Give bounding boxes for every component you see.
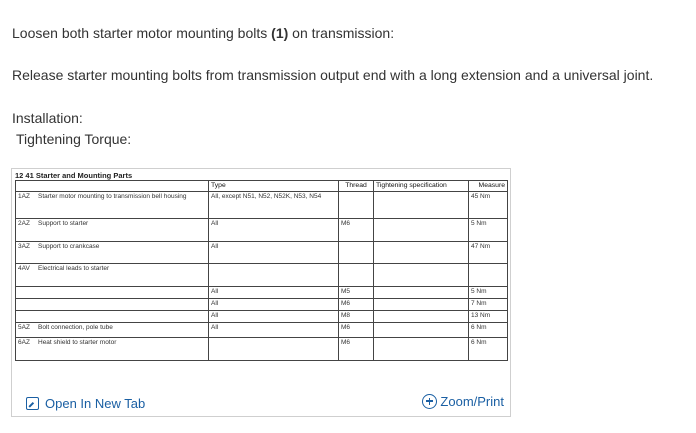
table-row [16, 338, 508, 361]
row-type [209, 338, 339, 361]
reference-number: (1) [271, 25, 289, 41]
zoom-print-link[interactable]: Zoom/Print [422, 394, 504, 409]
row-spec [374, 192, 469, 219]
row-measure [469, 264, 508, 287]
open-new-tab-link[interactable]: Open In New Tab [26, 396, 145, 411]
row-thread [339, 264, 374, 287]
row-type: All [209, 311, 339, 323]
row-measure: 5 Nm [469, 219, 508, 242]
header-spec: Tightening specification [374, 181, 469, 192]
table-row [16, 242, 508, 264]
row-measure: 45 Nm [469, 192, 508, 219]
row-thread: M5 [339, 287, 374, 299]
row-thread [339, 192, 374, 219]
header-type: Type [209, 181, 339, 192]
table-row [16, 287, 508, 299]
row-measure: 7 Nm [469, 299, 508, 311]
row-measure: 5 Nm [469, 287, 508, 299]
row-thread: M8 [339, 311, 374, 323]
row-description [16, 287, 209, 299]
torque-table-figure [11, 168, 511, 417]
external-link-icon [26, 397, 39, 410]
row-description [16, 299, 209, 311]
row-description: 2AZ Support to starter [16, 219, 209, 242]
row-type: All, except N51, N52, N52K, N53, N54 [209, 192, 339, 219]
row-spec [374, 242, 469, 264]
plus-circle-icon [422, 394, 437, 409]
row-type: All [209, 287, 339, 299]
row-description: 5AZ Bolt connection, pole tube [16, 323, 209, 338]
row-type: All [209, 323, 339, 338]
table-row [16, 299, 508, 311]
row-spec [374, 264, 469, 287]
row-spec [374, 323, 469, 338]
row-thread [339, 242, 374, 264]
row-thread: M6 [339, 299, 374, 311]
table-row [16, 323, 508, 338]
instruction-loosen-bolts: Loosen both starter motor mounting bolts (1) on transmission: [12, 25, 395, 41]
table-row [16, 219, 508, 242]
table-row [16, 264, 508, 287]
header-description [16, 181, 209, 192]
row-measure: 6 Nm [469, 338, 508, 361]
row-description: 3AZ Support to crankcase [16, 242, 209, 264]
row-description: 1AZ Starter motor mounting to transmission bell housing [16, 192, 209, 219]
row-description: 6AZ Heat shield to starter motor [16, 338, 209, 361]
row-type: All [209, 242, 339, 264]
row-thread: M6 [339, 338, 374, 361]
torque-table [15, 180, 508, 361]
tightening-torque-heading: Tightening Torque: [16, 131, 132, 147]
row-thread: M6 [339, 219, 374, 242]
row-measure: 13 Nm [469, 311, 508, 323]
row-spec [374, 338, 469, 361]
row-type [209, 264, 339, 287]
header-measure: Measure [469, 181, 508, 192]
row-thread: M6 [339, 323, 374, 338]
installation-heading: Installation: [12, 110, 83, 126]
row-description [16, 311, 209, 323]
table-row [16, 192, 508, 219]
table-row [16, 311, 508, 323]
row-measure: 6 Nm [469, 323, 508, 338]
row-description: 4AV Electrical leads to starter [16, 264, 209, 287]
row-measure: 47 Nm [469, 242, 508, 264]
header-thread: Thread [339, 181, 374, 192]
row-spec [374, 299, 469, 311]
instruction-release-bolts: Release starter mounting bolts from transmission output end with a long extension and a universal joint. [12, 67, 654, 83]
row-type: All [209, 299, 339, 311]
row-type: All [209, 219, 339, 242]
row-spec [374, 219, 469, 242]
row-spec [374, 287, 469, 299]
table-title: 12 41 Starter and Mounting Parts [15, 171, 133, 180]
row-spec [374, 311, 469, 323]
